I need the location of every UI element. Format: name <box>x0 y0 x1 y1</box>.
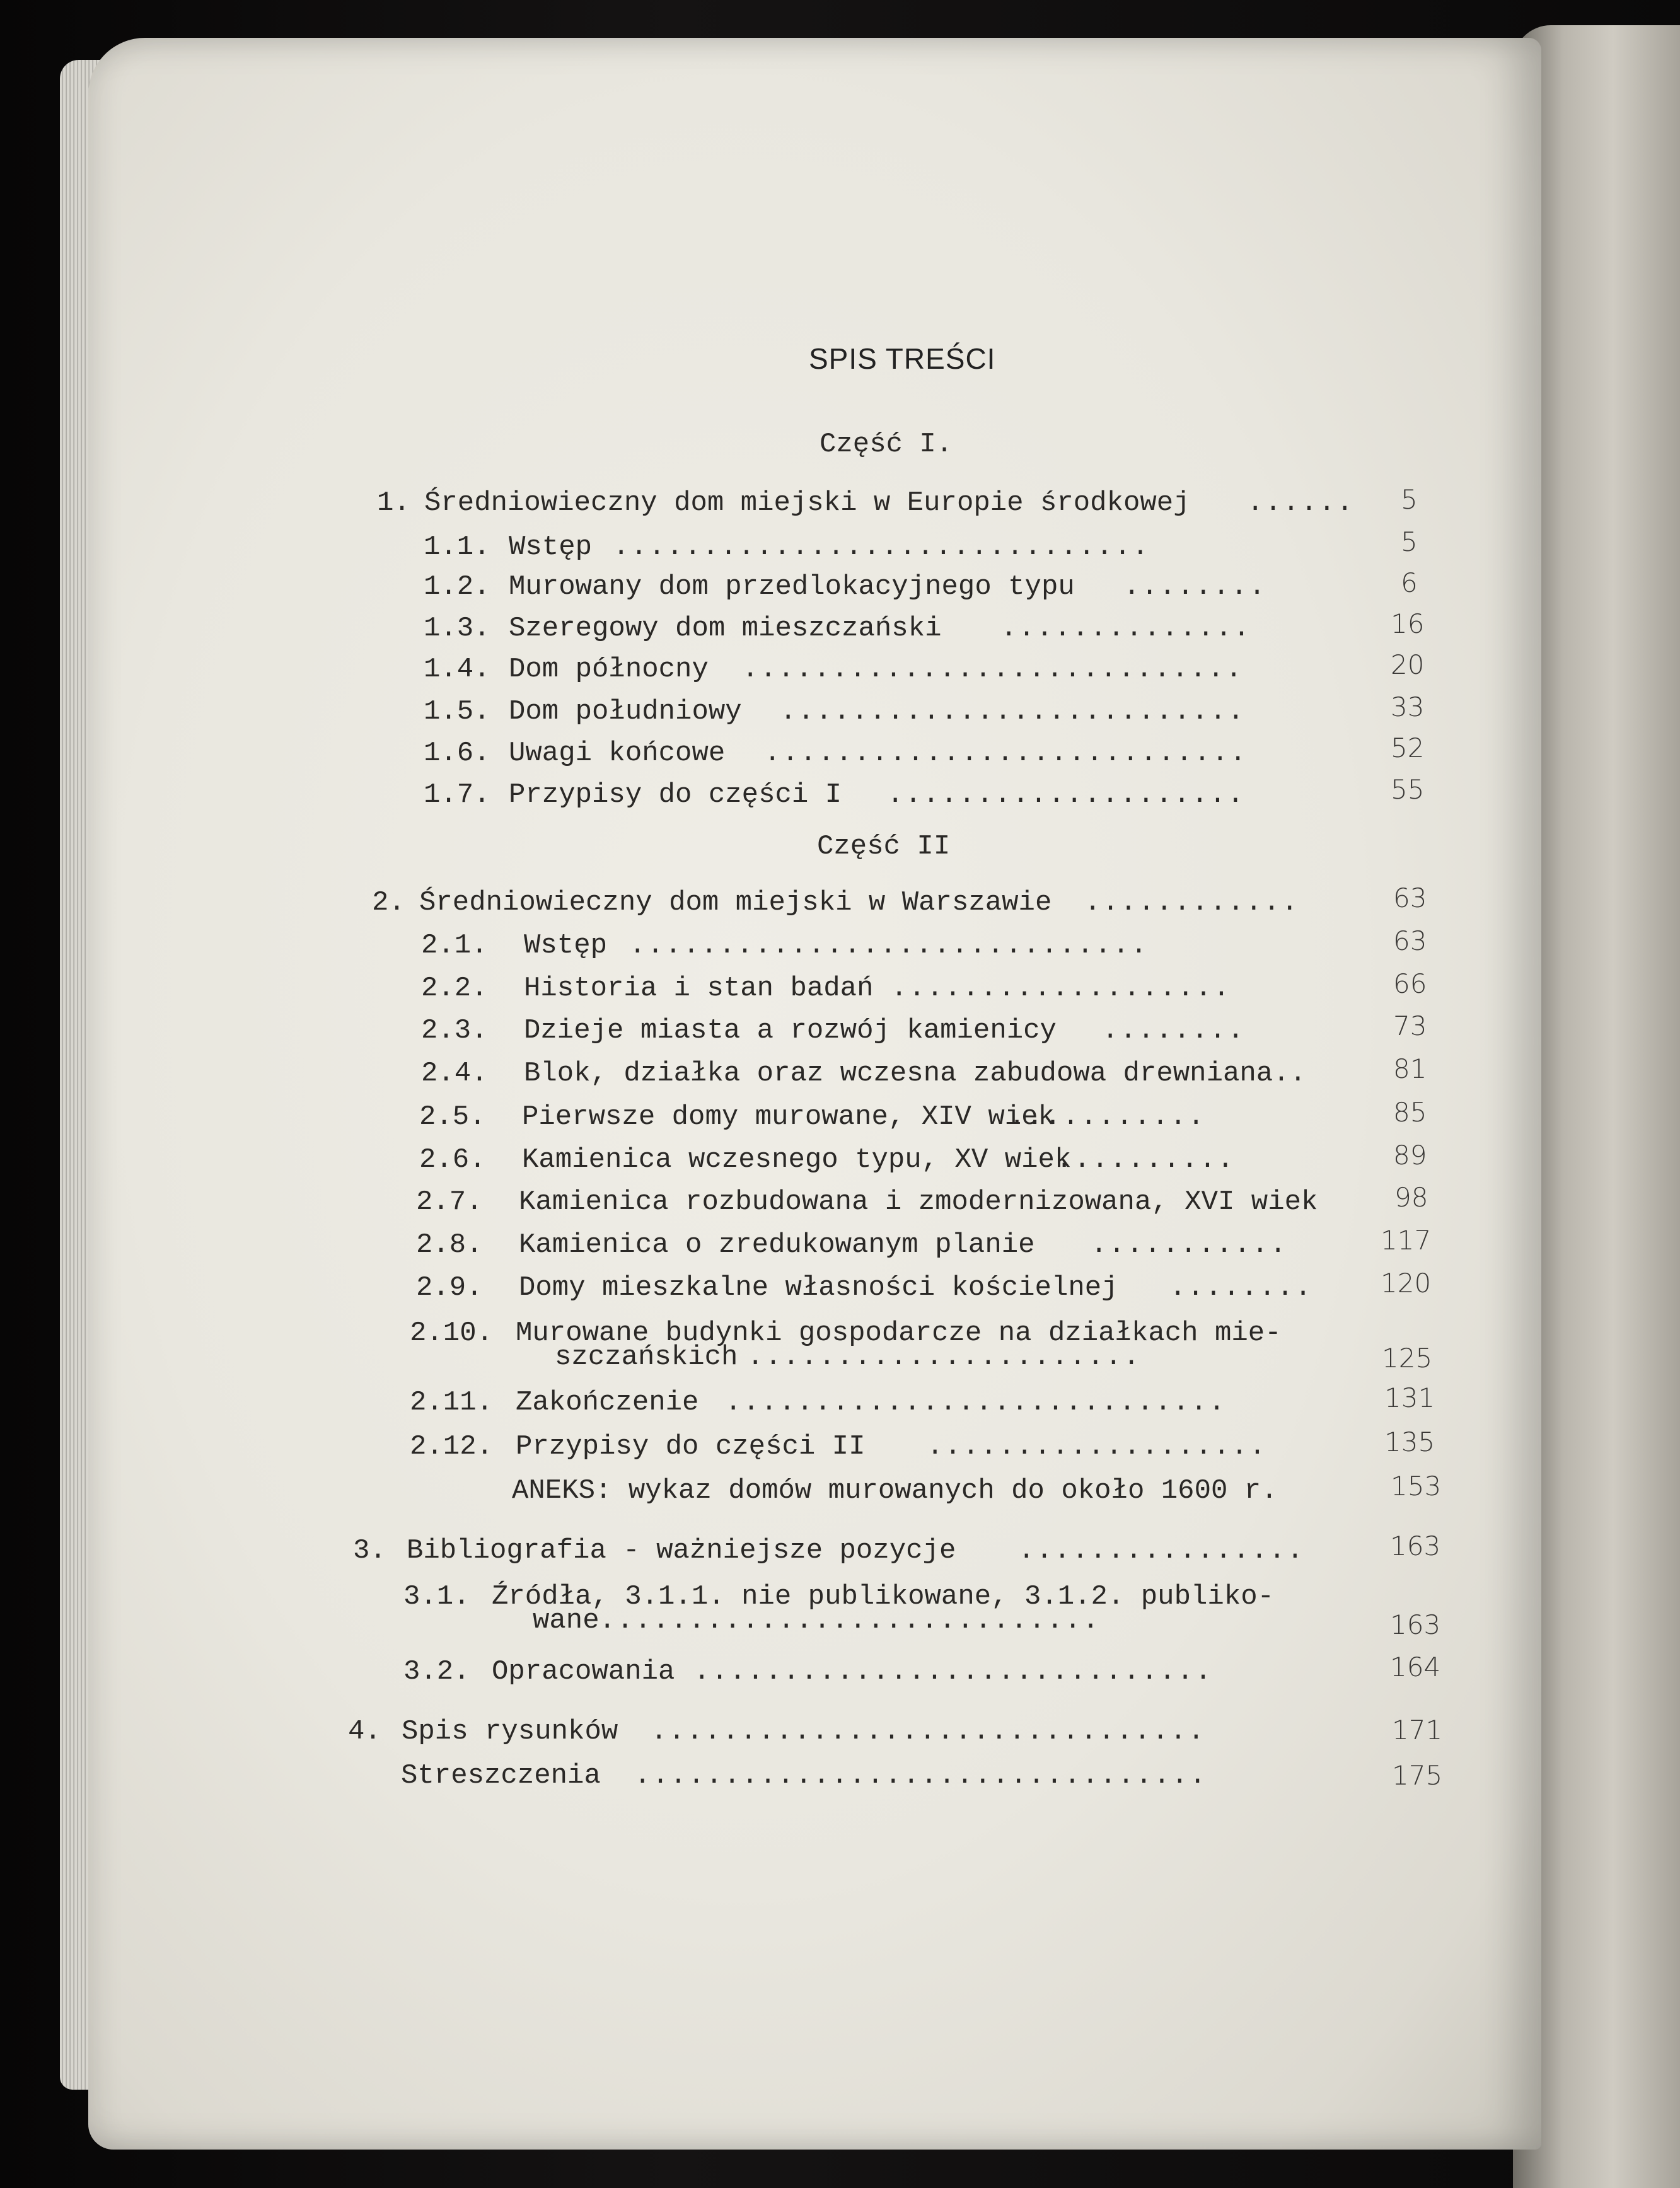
entry-number: 3.2. <box>403 1656 470 1687</box>
entry-label: Pierwsze domy murowane, XIV wiek <box>522 1101 1055 1133</box>
entry-label: Dzieje miasta a rozwój kamienicy <box>524 1015 1057 1046</box>
entry-label: Dom południowy <box>509 696 742 727</box>
entry-leader: ............................ <box>725 1387 1227 1418</box>
entry-number: 2.9. <box>416 1272 483 1304</box>
entry-number: 1.5. <box>424 696 490 727</box>
entry-page: 81 <box>1393 1053 1427 1084</box>
entry-leader: ........ <box>1169 1272 1313 1304</box>
entry-number: 3. <box>353 1535 386 1566</box>
entry-label: Dom północny <box>509 654 709 685</box>
entry-page: 117 <box>1381 1225 1432 1256</box>
entry-number: 2.6. <box>419 1144 486 1176</box>
entry-number: 2.11. <box>410 1387 494 1418</box>
entry-number: 1.6. <box>424 738 490 769</box>
part-heading-1: Część I. <box>820 429 953 460</box>
entry-page: 85 <box>1393 1097 1427 1128</box>
entry-number: 1.3. <box>424 613 490 644</box>
entry-page: 73 <box>1393 1010 1427 1041</box>
entry-number: 2.12. <box>410 1431 494 1462</box>
entry-number: 1.7. <box>424 779 490 811</box>
entry-leader: ................ <box>1018 1535 1305 1566</box>
entry-leader: .............................. <box>613 531 1150 563</box>
entry-label: Przypisy do części I <box>509 779 842 811</box>
entry-leader: .......................... <box>780 696 1246 727</box>
entry-leader: .......... <box>1056 1144 1236 1176</box>
entry-leader: .............. <box>1000 613 1251 644</box>
entry-page: 63 <box>1393 925 1427 956</box>
entry-label: Zakończenie <box>516 1387 699 1418</box>
entry-number: 1.4. <box>424 654 490 685</box>
entry-label: Historia i stan badań <box>524 973 874 1004</box>
entry-number: 2.8. <box>416 1229 483 1261</box>
entry-number: 2.5. <box>419 1101 486 1133</box>
entry-leader: ........ <box>1123 571 1267 603</box>
entry-number: 2.4. <box>421 1058 488 1089</box>
entry-number: 2.2. <box>421 973 488 1004</box>
entry-page: 20 <box>1391 649 1425 680</box>
entry-label: Szeregowy dom mieszczański <box>509 613 942 644</box>
entry-label-continued: szczańskich <box>555 1341 738 1373</box>
entry-label: Bibliografia - ważniejsze pozycje <box>407 1535 956 1566</box>
entry-label: Kamienica wczesnego typu, XV wiek <box>522 1144 1072 1176</box>
entry-page: 164 <box>1390 1652 1441 1682</box>
entry-leader: ................... <box>891 973 1231 1004</box>
entry-leader: ........... <box>1009 1101 1206 1133</box>
entry-label: Wstęp <box>509 531 593 563</box>
entry-page: 66 <box>1393 968 1427 999</box>
entry-leader: ........... <box>1091 1229 1288 1261</box>
entry-number: 2.3. <box>421 1015 488 1046</box>
entry-page: 33 <box>1391 692 1425 722</box>
entry-label: Średniowieczny dom miejski w Europie środkowej <box>424 487 1190 519</box>
entry-label: Murowane budynki gospodarcze na działkach mie- <box>516 1317 1282 1349</box>
entry-page: 163 <box>1390 1609 1441 1640</box>
entry-number: 4. <box>348 1716 381 1747</box>
entry-number: 1. <box>377 487 410 519</box>
entry-number: 1.2. <box>424 571 490 603</box>
entry-label: Blok, działka oraz wczesna zabudowa drewniana.. <box>524 1058 1307 1089</box>
entry-page: 175 <box>1392 1760 1443 1791</box>
entry-leader: ................... <box>927 1431 1267 1462</box>
entry-leader: ............................ <box>742 654 1244 685</box>
entry-page: 6 <box>1401 567 1418 598</box>
entry-page: 163 <box>1390 1531 1441 1561</box>
entry-leader: ................................ <box>634 1760 1207 1791</box>
entry-leader: ........................... <box>764 738 1248 769</box>
entry-label: Spis rysunków <box>402 1716 618 1747</box>
entry-leader: ............ <box>1084 887 1299 918</box>
entry-page: 171 <box>1392 1715 1443 1745</box>
entry-page: 135 <box>1384 1427 1435 1457</box>
entry-label: Kamienica o zredukowanym planie <box>519 1229 1035 1261</box>
entry-page: 89 <box>1393 1140 1427 1171</box>
entry-label: Średniowieczny dom miejski w Warszawie <box>419 887 1052 918</box>
entry-label: Źródła, 3.1.1. nie publikowane, 3.1.2. publiko- <box>492 1581 1275 1612</box>
entry-page: 120 <box>1381 1268 1432 1299</box>
entry-page: 125 <box>1382 1343 1433 1374</box>
entry-page: 153 <box>1391 1471 1442 1502</box>
entry-label: Kamienica rozbudowana i zmodernizowana, XVI wiek <box>519 1186 1318 1218</box>
entry-leader: .................... <box>887 779 1246 811</box>
entry-number: 2.10. <box>410 1317 494 1349</box>
entry-number: 2.7. <box>416 1186 483 1218</box>
entry-label: Murowany dom przedlokacyjnego typu <box>509 571 1075 603</box>
entry-label-continued: wane <box>533 1605 600 1636</box>
entry-label: Streszczenia <box>401 1760 601 1791</box>
entry-page: 55 <box>1391 774 1425 805</box>
entry-page: 5 <box>1401 526 1418 557</box>
entry-page: 98 <box>1394 1182 1428 1213</box>
entry-label: Uwagi końcowe <box>509 738 726 769</box>
entry-label: Domy mieszkalne własności kościelnej <box>519 1272 1118 1304</box>
entry-leader: ............................ <box>599 1605 1101 1636</box>
entry-label: Wstęp <box>524 930 608 961</box>
entry-page: 5 <box>1401 484 1418 515</box>
entry-number: 1.1. <box>424 531 490 563</box>
entry-page: 52 <box>1391 732 1425 763</box>
part-heading-2: Część II <box>817 831 951 862</box>
entry-label: ANEKS: wykaz domów murowanych do około 1600 r. <box>512 1475 1278 1507</box>
entry-page: 63 <box>1393 883 1427 913</box>
entry-label: Przypisy do części II <box>516 1431 866 1462</box>
entry-leader: ...................... <box>747 1341 1141 1373</box>
entry-page: 16 <box>1391 608 1425 639</box>
entry-label: Opracowania <box>492 1656 675 1687</box>
entry-leader: ............................... <box>651 1716 1206 1747</box>
entry-leader: ...... <box>1247 487 1355 519</box>
entry-leader: ........ <box>1102 1015 1246 1046</box>
entry-number: 3.1. <box>403 1581 470 1612</box>
entry-leader: ............................. <box>693 1656 1213 1687</box>
entry-leader: ............................. <box>629 930 1149 961</box>
page-title: SPIS TREŚCI <box>809 342 996 375</box>
entry-page: 131 <box>1384 1382 1435 1413</box>
entry-number: 2. <box>372 887 405 918</box>
entry-number: 2.1. <box>421 930 488 961</box>
